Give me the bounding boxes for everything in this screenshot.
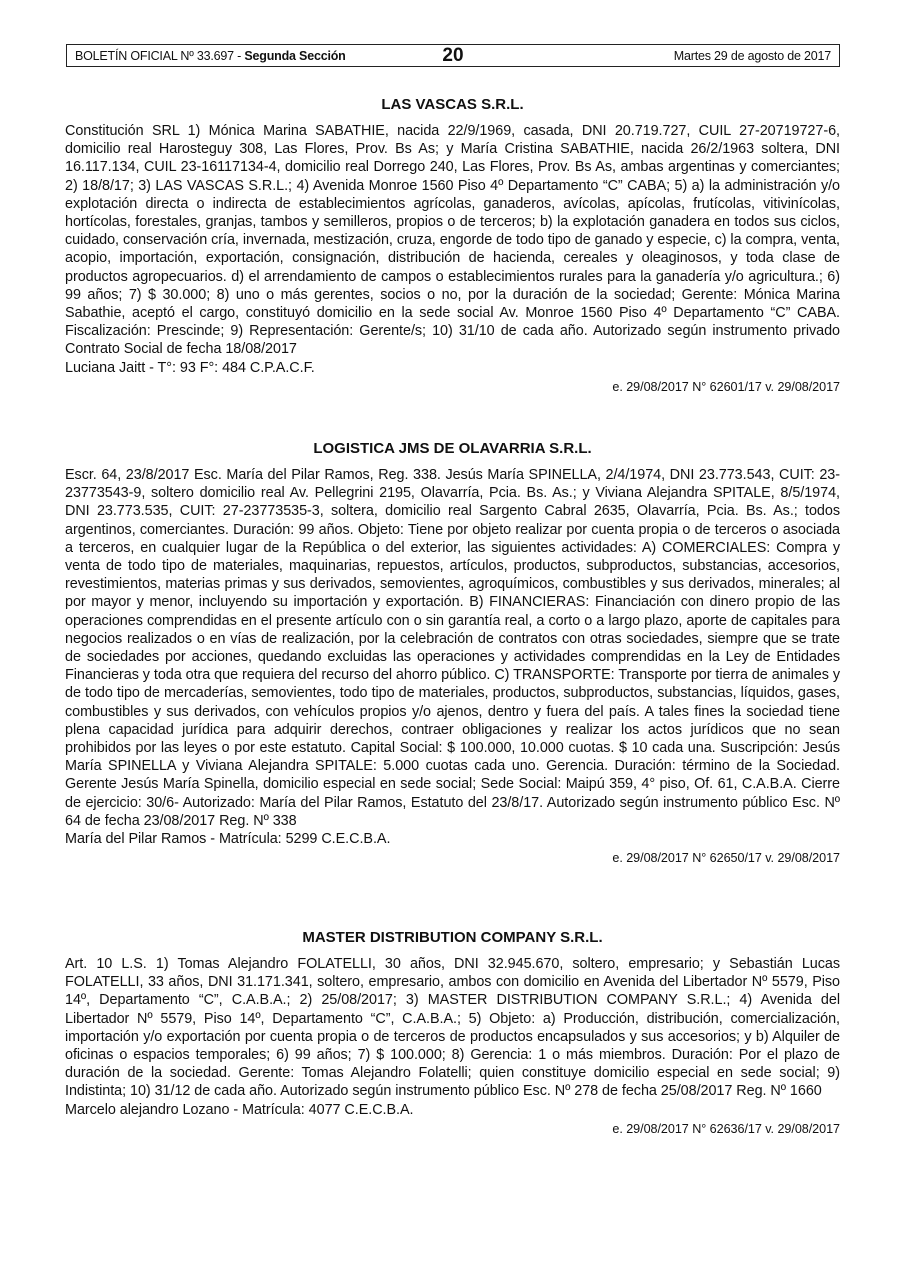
header-date: Martes 29 de agosto de 2017 [673, 49, 831, 63]
notice-signature: María del Pilar Ramos - Matrícula: 5299 C.E.C.B.A. [65, 831, 391, 848]
notice-body: Escr. 64, 23/8/2017 Esc. María del Pilar Ramos, Reg. 338. Jesús María SPINELLA, 2/4/1974, DNI 23.773.543, CUIT: 23-23773543-9, soltero domicilio real Av. Pellegrini 2195, Olavarría, Pcia. Bs. As.; y Viviana Alejandra SPITALE, 8/5/1974, DNI 23.773.535, CUIT: 27-23773535-3, soltera, domicilio real Sargento Cabral 2635, Olavarría, Pcia. Bs. As.; todos argentinos, comerciantes. Duración: 99 años. Objeto: Tiene por objeto realizar por cuenta propia o de terceros o asociada a terceros, en cualquier lugar de la República o del exterior, las siguientes actividades: A) COMERCIALES: Compra y venta de todo tipo de materiales, maquinarias, repuestos, artículos, productos, subproductos, substancias, accesorios, revestimientos, materias primas y sus derivados, semovientes, agroquímicos, combustibles y sus derivados, minerales; al por mayor y menor, incluyendo su importación y exportación. B) FINANCIERAS: Financiación con dinero propio de las operaciones comprendidas en el presente artículo con o sin garantía real, a corto o a largo plazo, aporte de capitales para negocios realizados o en vías de realización, por la celebración de contratos con otras sociedades, siempre que se trate de sociedades por acciones, quedando excluidas las operaciones y actividades comprendidas en la Ley de Entidades Financieras y toda otra que requiera del recurso del ahorro público. C) TRANSPORTE: Transporte por tierra de animales y de todo tipo de mercaderías, semovientes, todo tipo de materiales, productos, subproductos, substancias, líquidos, gases, combustibles y sus derivados, con vehículos propios y/o ajenos, dentro y fuera del país. A tales fines la sociedad tiene plena capacidad jurídica para adquirir derechos, contraer obligaciones y realizar los actos jurídicos que no sean prohibidos por las leyes o por este estatuto. Capital Social: $ 100.000, 10.000 cuotas. $ 10 cada una. Suscripción: Jesús María SPINELLA y Viviana Alejandra SPITALE: 5.000 cuotas cada uno. Gerencia. Duración: término de la Sociedad. Gerente Jesús María Spinella, domicilio especial en sede social; Sede Social: Maipú 359, 4° piso, Of. 61, C.A.B.A. Cierre de ejercicio: 30/6- Autorizado: María del Pilar Ramos, Estatuto del 23/8/17. Autorizado según instrumento público Esc. Nº 64 de fecha 23/08/2017 Reg. Nº 338 [65, 467, 840, 829]
notice-signature: Luciana Jaitt - T°: 93 F°: 484 C.P.A.C.F. [65, 359, 315, 376]
notice-title: LAS VASCAS S.R.L. [381, 96, 524, 113]
notice-reference: e. 29/08/2017 N° 62636/17 v. 29/08/2017 [612, 1121, 840, 1136]
notice-reference: e. 29/08/2017 N° 62601/17 v. 29/08/2017 [612, 379, 840, 394]
notice-title: LOGISTICA JMS DE OLAVARRIA S.R.L. [313, 440, 592, 457]
header-publication [75, 49, 346, 63]
notice-logistica-jms [65, 440, 840, 866]
notice-title: MASTER DISTRIBUTION COMPANY S.R.L. [302, 929, 603, 946]
page-header [66, 44, 840, 67]
notice-master-distribution [65, 929, 840, 1137]
notice-reference: e. 29/08/2017 N° 62650/17 v. 29/08/2017 [612, 851, 840, 866]
header-publication-prefix: BOLETÍN OFICIAL Nº 33.697 - [75, 49, 245, 63]
notice-body: Art. 10 L.S. 1) Tomas Alejandro FOLATELLI, 30 años, DNI 32.945.670, soltero, empresario; y Sebastián Lucas FOLATELLI, 33 años, DNI 31.171.341, soltero, empresario, ambos con domicilio en Avenida del Libertador Nº 5579, Piso 14º, Departamento “C”, C.A.B.A.; 2) 25/08/2017; 3) MASTER DISTRIBUTION COMPANY S.R.L.; 4) Avenida del Libertador Nº 5579, Piso 14º, Departamento “C”, C.A.B.A.; 5) Objeto: a) Producción, distribución, comercialización, importación y/o exportación por cuenta propia o de terceros de productos encapsulados y sus accesorios; y b) Alquiler de oficinas o espacios temporales; 6) 99 años; 7) $ 100.000; 8) Gerencia: 1 o más miembros. Duración: Por el plazo de duración de la sociedad. Gerente: Tomas Alejandro Folatelli; quien constituye domicilio especial en sede social; 9) Indistinta; 10) 31/12 de cada año. Autorizado según instrumento público Esc. Nº 278 de fecha 25/08/2017 Reg. Nº 1660 [65, 956, 840, 1100]
notice-las-vascas [65, 96, 840, 395]
header-section: Segunda Sección [244, 49, 346, 63]
notice-body: Constitución SRL 1) Mónica Marina SABATHIE, nacida 22/9/1969, casada, DNI 20.719.727, CUIL 27-20719727-6, domicilio real Harosteguy 308, Las Flores, Prov. Bs As; y María Cristina SABATHIE, nacida 26/2/1963 soltera, DNI 16.117.134, CUIL 23-16117134-4, domicilio real Dorrego 240, Las Flores, Prov. Bs As, ambas argentinas y comerciantes; 2) 18/8/17; 3) LAS VASCAS S.R.L.; 4) Avenida Monroe 1560 Piso 4º Departamento “C” CABA; 5) a) la administración y/o explotación directa o indirecta de establecimientos agrícolas, ganaderos, avícolas, apícolas, frutícolas, vitivinícolas, hortícolas, forestales, granjas, tambos y semilleros, propios o de terceros; b) la explotación ganadera en todos sus ciclos, cuidado, conservación cría, invernada, mestización, cruza, engorde de todo tipo de ganado y especie, c) la compra, venta, acopio, importación, exportación, consignación, distribución de hacienda, cereales y oleaginosos, y toda clase de productos agropecuarios. d) el arrendamiento de campos o establecimientos rurales para la ganadería y/o agricultura.; 6) 99 años; 7) $ 30.000; 8) uno o más gerentes, socios o no, por la duración de la sociedad; Gerente: Mónica Marina Sabathie, aceptó el cargo, constituyó domicilio en la sede social Av. Monroe 1560 Piso 4º Departamento “C” CABA. Fiscalización: Prescinde; 9) Representación: Gerente/s; 10) 31/10 de cada año. Autorizado según instrumento privado Contrato Social de fecha 18/08/2017 [65, 123, 840, 358]
notice-signature: Marcelo alejandro Lozano - Matrícula: 4077 C.E.C.B.A. [65, 1101, 414, 1118]
page-number: 20 [442, 45, 464, 66]
